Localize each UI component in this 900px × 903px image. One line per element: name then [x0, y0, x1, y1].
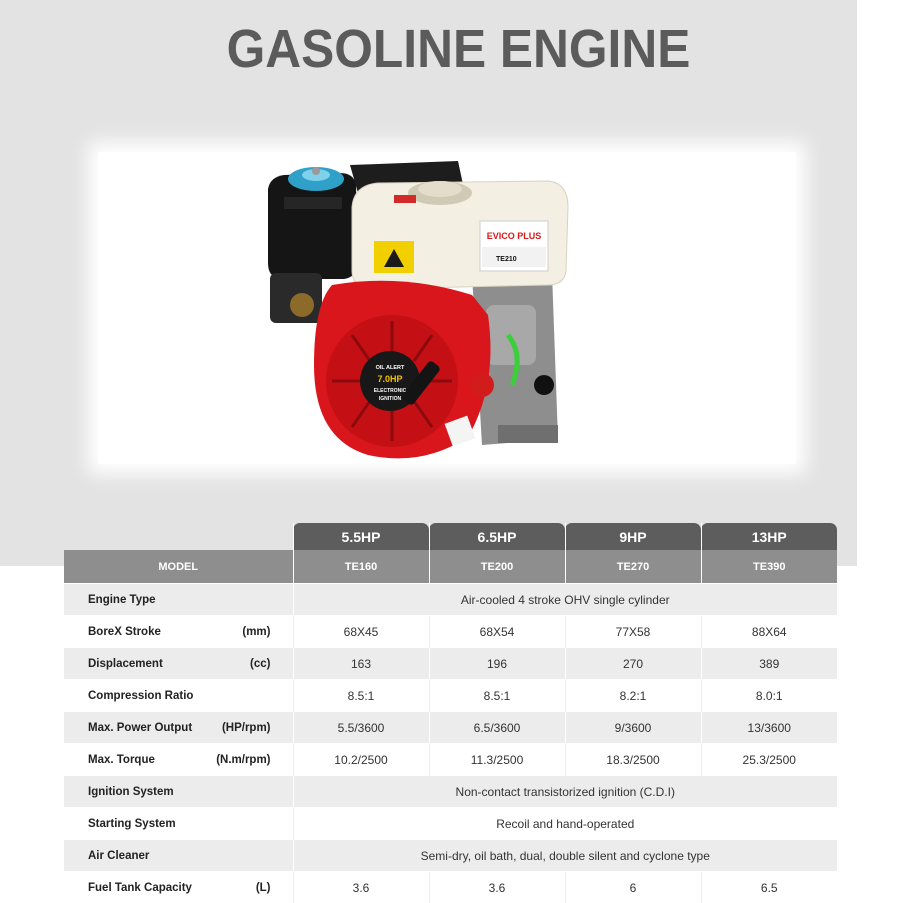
table-row — [64, 840, 837, 872]
engine-illustration — [262, 155, 574, 467]
decal-line-3: IGNITION — [379, 396, 402, 402]
row-label-cell — [64, 616, 293, 648]
cell-value: 18.3/2500 — [565, 744, 701, 776]
table-row — [64, 616, 837, 648]
row-label: Max. Power Output — [88, 722, 192, 734]
row-label-cell — [64, 648, 293, 680]
cell-value: 77X58 — [565, 616, 701, 648]
merged-value: Recoil and hand-operated — [293, 808, 837, 840]
row-label-cell — [64, 712, 293, 744]
table-row — [64, 584, 837, 616]
model-row — [64, 550, 837, 584]
table-row — [64, 776, 837, 808]
cell-value: 68X54 — [429, 616, 565, 648]
row-label-cell — [64, 584, 293, 616]
cell-value: 8.2:1 — [565, 680, 701, 712]
cell-value: 68X45 — [293, 616, 429, 648]
merged-value: Non-contact transistorized ignition (C.D.I) — [293, 776, 837, 808]
merged-value: Semi-dry, oil bath, dual, double silent and cyclone type — [293, 840, 837, 872]
model-te270: TE270 — [565, 550, 701, 584]
hp-tab-te200: 6.5HP — [429, 523, 565, 550]
row-label: Fuel Tank Capacity — [88, 882, 192, 894]
hp-tab-te160: 5.5HP — [293, 523, 429, 550]
row-label-cell — [64, 872, 293, 903]
model-header: MODEL — [64, 550, 293, 584]
model-te390: TE390 — [701, 550, 837, 584]
power-decal: 7.0HP — [377, 374, 402, 384]
row-unit: (HP/rpm) — [222, 722, 271, 734]
row-label-cell — [64, 680, 293, 712]
table-row — [64, 712, 837, 744]
row-label: Air Cleaner — [88, 850, 149, 862]
row-unit: (cc) — [250, 658, 270, 670]
cell-value: 163 — [293, 648, 429, 680]
row-label: Displacement — [88, 658, 163, 670]
cell-value: 13/3600 — [701, 712, 837, 744]
row-label: Max. Torque — [88, 754, 155, 766]
cell-value: 8.5:1 — [429, 680, 565, 712]
cell-value: 9/3600 — [565, 712, 701, 744]
row-unit: (L) — [256, 882, 271, 894]
cell-value: 196 — [429, 648, 565, 680]
horsepower-row — [64, 523, 837, 550]
table-row — [64, 872, 837, 903]
model-plate: TE210 — [496, 256, 517, 263]
model-te200: TE200 — [429, 550, 565, 584]
cell-value: 8.5:1 — [293, 680, 429, 712]
table-row — [64, 680, 837, 712]
hp-tab-te390: 13HP — [701, 523, 837, 550]
cell-value: 8.0:1 — [701, 680, 837, 712]
row-unit: (N.m/rpm) — [216, 754, 270, 766]
row-label: Engine Type — [88, 594, 156, 606]
cell-value: 5.5/3600 — [293, 712, 429, 744]
merged-value: Air-cooled 4 stroke OHV single cylinder — [293, 584, 837, 616]
model-te160: TE160 — [293, 550, 429, 584]
decal-line-1: OIL ALERT — [376, 365, 405, 371]
cell-value: 88X64 — [701, 616, 837, 648]
decal-line-2: ELECTRONIC — [374, 388, 407, 394]
table-row — [64, 648, 837, 680]
row-label-cell — [64, 840, 293, 872]
row-label-cell — [64, 776, 293, 808]
spec-table — [64, 523, 837, 903]
cell-value: 6.5 — [701, 872, 837, 903]
table-row — [64, 744, 837, 776]
row-label: BoreX Stroke — [88, 626, 161, 638]
table-row — [64, 808, 837, 840]
hp-tab-te270: 9HP — [565, 523, 701, 550]
row-label-cell — [64, 808, 293, 840]
cell-value: 3.6 — [293, 872, 429, 903]
cell-value: 11.3/2500 — [429, 744, 565, 776]
row-label: Starting System — [88, 818, 176, 830]
cell-value: 3.6 — [429, 872, 565, 903]
cell-value: 389 — [701, 648, 837, 680]
row-label: Ignition System — [88, 786, 174, 798]
brand-decal: EVICO PLUS — [487, 231, 542, 241]
row-label: Compression Ratio — [88, 690, 193, 702]
blank-corner — [64, 523, 293, 550]
cell-value: 25.3/2500 — [701, 744, 837, 776]
cell-value: 270 — [565, 648, 701, 680]
cell-value: 6.5/3600 — [429, 712, 565, 744]
page-title: GASOLINE ENGINE — [37, 14, 881, 84]
cell-value: 10.2/2500 — [293, 744, 429, 776]
row-label-cell — [64, 744, 293, 776]
row-unit: (mm) — [242, 626, 270, 638]
cell-value: 6 — [565, 872, 701, 903]
